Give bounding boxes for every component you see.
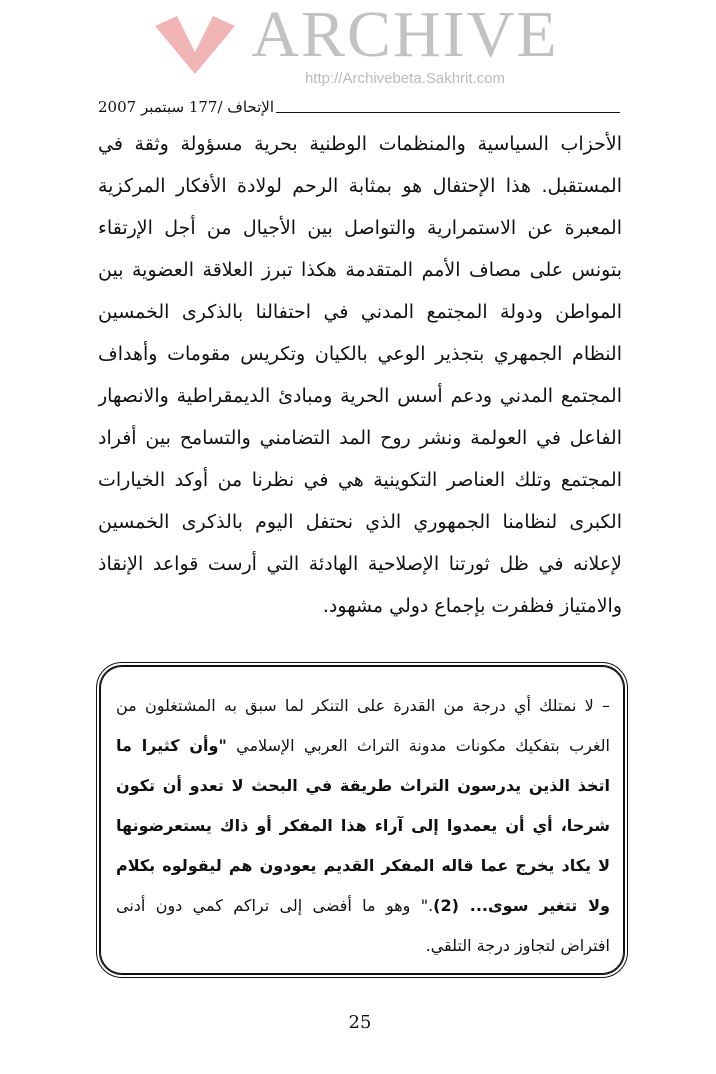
box-line: – لا نمتلك أي درجة من القدرة على التنكر لما سبق به المشتغلون من	[116, 696, 610, 715]
header-text: الإتحاف /177 سبتمبر 2007	[98, 98, 274, 116]
text-line: بتونس على مصاف الأمم المتقدمة هكذا تبرز العلاقة العضوية بين	[98, 259, 622, 281]
text-line: والامتياز فظفرت بإجماع دولي مشهود.	[322, 595, 622, 617]
quote-box	[96, 662, 628, 978]
box-line: اتخذ الذين يدرسون التراث طريقة في البحث لا تعدو أن تكون	[116, 776, 610, 795]
box-line: شرحا، أي أن يعمدوا إلى آراء هذا المفكر أو ذاك يستعرضونها	[116, 816, 610, 835]
text-line: المجتمع وتلك العناصر التكوينية هي في نظرنا من أوكد الخيارات	[98, 469, 622, 491]
text-line: النظام الجمهري بتجذير الوعي بالكيان وتكريس مقومات وأهداف	[98, 343, 622, 365]
page-number: 25	[348, 1012, 372, 1033]
box-line-bold: "وأن كثيرا ما	[116, 736, 227, 755]
box-line: افتراض لتجاوز درجة التلقي.	[425, 936, 610, 955]
box-line: لا يكاد يخرج عما قاله المفكر القديم يعودون هم ليقولوه بكلام	[116, 856, 610, 875]
text-line: لإعلانه في ظل ثورتنا الإصلاحية الهادئة التي أرست قواعد الإنقاذ	[98, 553, 622, 575]
text-line: المعبرة عن الاستمرارية والتواصل بين الأجيال من أجل الإرتقاء	[98, 217, 622, 239]
watermark-url: http://Archivebeta.Sakhrit.com	[304, 70, 506, 87]
text-line: الفاعل في العولمة ونشر روح المد التضامني والتسامح بين أفراد	[98, 427, 622, 449]
box-line-plain: الغرب بتفكيك مكونات مدونة التراث العربي الإسلامي	[226, 736, 610, 755]
watermark-word: ARCHIVE	[251, 0, 559, 71]
header-rule	[276, 112, 620, 113]
box-line	[116, 886, 610, 926]
book-logo-icon	[150, 8, 240, 78]
text-line: المواطن ودولة المجتمع المدني في احتفالنا بالذكرى الخمسين	[98, 301, 622, 323]
text-line: المستقبل. هذا الإحتفال هو بمثابة الرحم لولادة الأفكار المركزية	[98, 175, 622, 197]
box-line-bold: ولا تتغير سوى... (2)	[433, 896, 610, 915]
text-line: المجتمع المدني ودعم أسس الحرية ومبادئ الديمقراطية والانصهار	[98, 385, 622, 407]
text-line: الكبرى لنظامنا الجمهوري الذي نحتفل اليوم بالذكرى الخمسين	[98, 511, 622, 533]
box-line-plain: ." وهو ما أفضى إلى تراكم كمي دون أدنى	[116, 896, 434, 915]
box-line	[116, 726, 610, 766]
body-paragraph	[98, 123, 622, 627]
running-header	[98, 94, 620, 116]
text-line: الأحزاب السياسية والمنظمات الوطنية بحرية مسؤولة وثقة في	[98, 133, 622, 155]
watermark	[150, 0, 570, 90]
